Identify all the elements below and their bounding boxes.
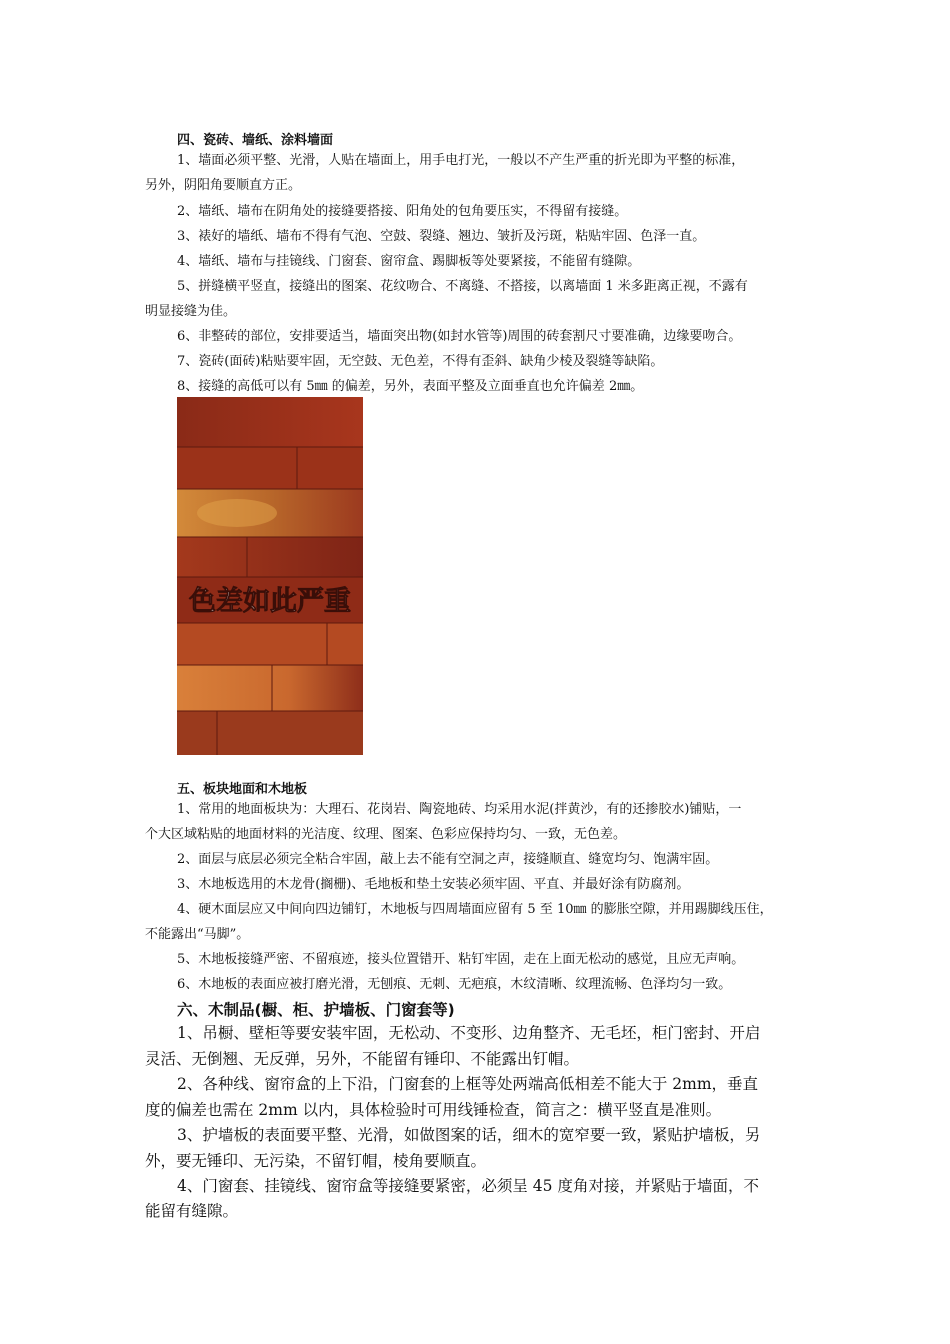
section-4-line-1: 1、墙面必须平整、光滑，人贴在墙面上，用手电打光，一般以不产生严重的折光即为平整的标准，	[177, 153, 745, 168]
section-5-heading: 五、板块地面和木地板	[177, 782, 308, 797]
section-5-line-4: 3、木地板选用的木龙骨(搁栅)、毛地板和垫土安装必须牢固、平直、并最好涂有防腐剂。	[177, 877, 690, 892]
section-5-line-5: 4、硬木面层应又中间向四边铺钉，木地板与四周墙面应留有 5 至 10㎜ 的膨胀空隙，并用踢脚线压住，	[177, 902, 773, 917]
wood-floor-image	[177, 397, 363, 755]
section-6-line-1: 1、吊橱、壁柜等要安装牢固，无松动、不变形、边角整齐、无毛坯，柜门密封、开启	[177, 1024, 761, 1042]
section-4-line-6: 5、拼缝横平竖直，接缝出的图案、花纹吻合、不离缝、不搭接，以离墙面 1 米多距离正视，不露有	[177, 279, 748, 294]
section-4-line-8: 6、非整砖的部位，安排要适当，墙面突出物(如封水管等)周围的砖套割尺寸要准确，边缘要吻合。	[177, 329, 742, 344]
section-6-line-3: 2、各种线、窗帘盒的上下沿，门窗套的上框等处两端高低相差不能大于 2mm，垂直	[177, 1075, 759, 1093]
section-6-line-8: 能留有缝隙。	[145, 1202, 239, 1220]
section-5-line-6: 不能露出“马脚”。	[145, 927, 250, 942]
section-5-line-2: 个大区域粘贴的地面材料的光洁度、纹理、图案、色彩应保持均匀、一致，无色差。	[145, 827, 627, 842]
section-4-line-4: 3、裱好的墙纸、墙布不得有气泡、空鼓、裂缝、翘边、皱折及污斑，粘贴牢固、色泽一直。	[177, 229, 706, 244]
section-6-line-2: 灵活、无倒翘、无反弹，另外，不能留有锤印、不能露出钉帽。	[145, 1050, 580, 1068]
section-5-line-1: 1、常用的地面板块为：大理石、花岗岩、陶瓷地砖、均采用水泥(拌黄沙，有的还掺胶水)铺贴，一	[177, 802, 742, 817]
section-6-line-5: 3、护墙板的表面要平整、光滑，如做图案的话，细木的宽窄要一致，紧贴护墙板，另	[177, 1126, 761, 1144]
section-6-line-4: 度的偏差也需在 2mm 以内，具体检验时可用线锤检查，简言之：横平竖直是准则。	[145, 1101, 722, 1119]
section-6-heading: 六、木制品(橱、柜、护墙板、门窗套等)	[177, 1001, 455, 1019]
section-6-line-7: 4、门窗套、挂镜线、窗帘盒等接缝要紧密，必须呈 45 度角对接，并紧贴于墙面，不	[177, 1177, 759, 1195]
section-4-line-10: 8、接缝的高低可以有 5㎜ 的偏差，另外，表面平整及立面垂直也允许偏差 2㎜。	[177, 379, 644, 394]
section-4-line-9: 7、瓷砖(面砖)粘贴要牢固，无空鼓、无色差，不得有歪斜、缺角少棱及裂缝等缺陷。	[177, 354, 664, 369]
section-6-line-6: 外，要无锤印、无污染，不留钉帽，棱角要顺直。	[145, 1152, 487, 1170]
section-4-heading: 四、瓷砖、墙纸、涂料墙面	[177, 133, 334, 148]
photo-caption: 色差如此严重	[189, 586, 351, 617]
section-5-line-7: 5、木地板接缝严密、不留痕迹，接头位置错开、粘钉牢固，走在上面无松动的感觉，且应无声响。	[177, 952, 745, 967]
section-5-line-8: 6、木地板的表面应被打磨光滑，无刨痕、无刺、无疤痕，木纹清晰、纹理流畅、色泽均匀一致。	[177, 977, 732, 992]
section-4-line-3: 2、墙纸、墙布在阴角处的接缝要搭接、阳角处的包角要压实，不得留有接缝。	[177, 204, 628, 219]
section-4-line-5: 4、墙纸、墙布与挂镜线、门窗套、窗帘盒、踢脚板等处要紧接，不能留有缝隙。	[177, 254, 641, 269]
section-4-line-7: 明显接缝为佳。	[145, 304, 237, 319]
section-5-line-3: 2、面层与底层必须完全粘合牢固，敲上去不能有空洞之声，接缝顺直、缝宽均匀、饱满牢固。	[177, 852, 719, 867]
wood-floor-photo	[177, 397, 363, 755]
section-4-line-2: 另外，阴阳角要顺直方正。	[145, 178, 302, 193]
